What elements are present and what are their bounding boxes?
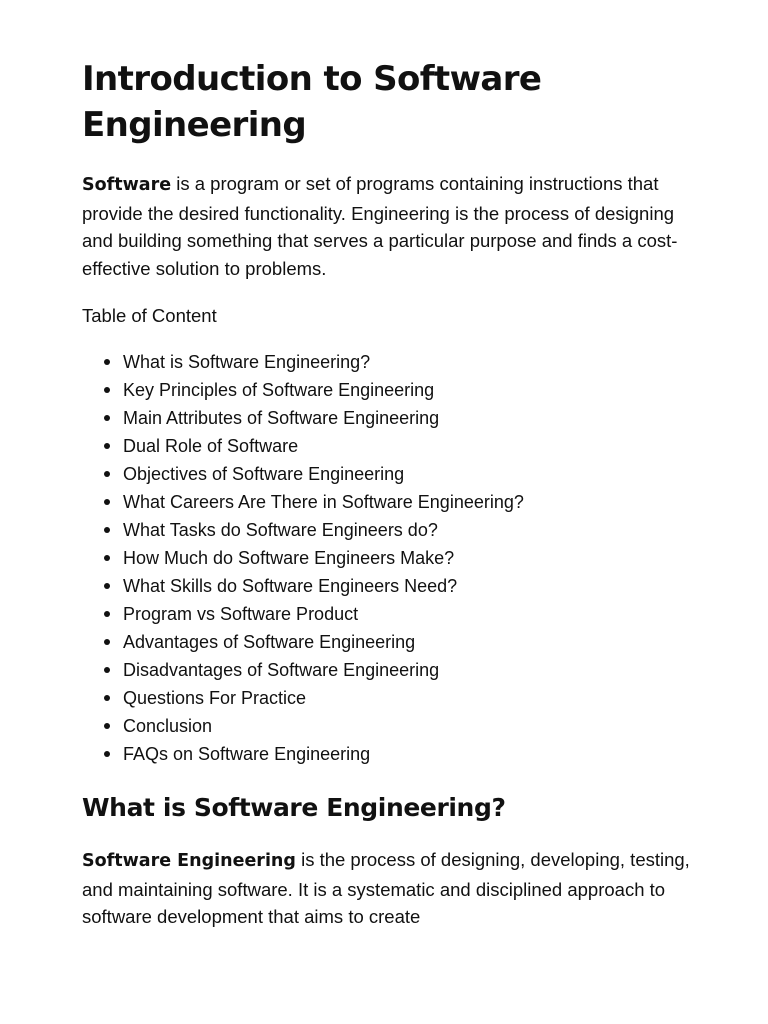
intro-paragraph (82, 170, 692, 282)
intro-text: is a program or set of programs containing instructions that provide the desired functionality. Engineering is the process of designing and building something that serves a particular purpose and finds a cost-effective solution to problems. (82, 173, 678, 279)
section-text: is the process of designing, developing, testing, and maintaining software. It is a systematic and disciplined approach to software development that aims to create (82, 849, 690, 927)
section-bold-term: Software Engineering (82, 851, 296, 871)
section-heading: What is Software Engineering? (82, 793, 506, 822)
section-paragraph (82, 846, 697, 931)
toc-link-objectives[interactable]: Objectives of Software Engineering (123, 460, 686, 488)
toc-link-program-vs-product[interactable]: Program vs Software Product (123, 600, 686, 628)
toc-link-skills[interactable]: What Skills do Software Engineers Need? (123, 572, 686, 600)
toc-link-main-attributes[interactable]: Main Attributes of Software Engineering (123, 404, 686, 432)
toc-link-questions[interactable]: Questions For Practice (123, 684, 686, 712)
toc-link-careers[interactable]: What Careers Are There in Software Engineering? (123, 488, 686, 516)
page-title: Introduction to Software Engineering (82, 59, 542, 145)
toc-link-what-is-software-engineering[interactable]: What is Software Engineering? (123, 348, 686, 376)
table-of-contents (82, 348, 686, 768)
intro-bold-term: Software (82, 175, 172, 195)
toc-link-dual-role[interactable]: Dual Role of Software (123, 432, 686, 460)
toc-heading: Table of Content (82, 305, 217, 326)
toc-link-key-principles[interactable]: Key Principles of Software Engineering (123, 376, 686, 404)
toc-link-tasks[interactable]: What Tasks do Software Engineers do? (123, 516, 686, 544)
toc-link-faqs[interactable]: FAQs on Software Engineering (123, 740, 686, 768)
toc-link-salary[interactable]: How Much do Software Engineers Make? (123, 544, 686, 572)
toc-link-disadvantages[interactable]: Disadvantages of Software Engineering (123, 656, 686, 684)
toc-link-advantages[interactable]: Advantages of Software Engineering (123, 628, 686, 656)
toc-link-conclusion[interactable]: Conclusion (123, 712, 686, 740)
